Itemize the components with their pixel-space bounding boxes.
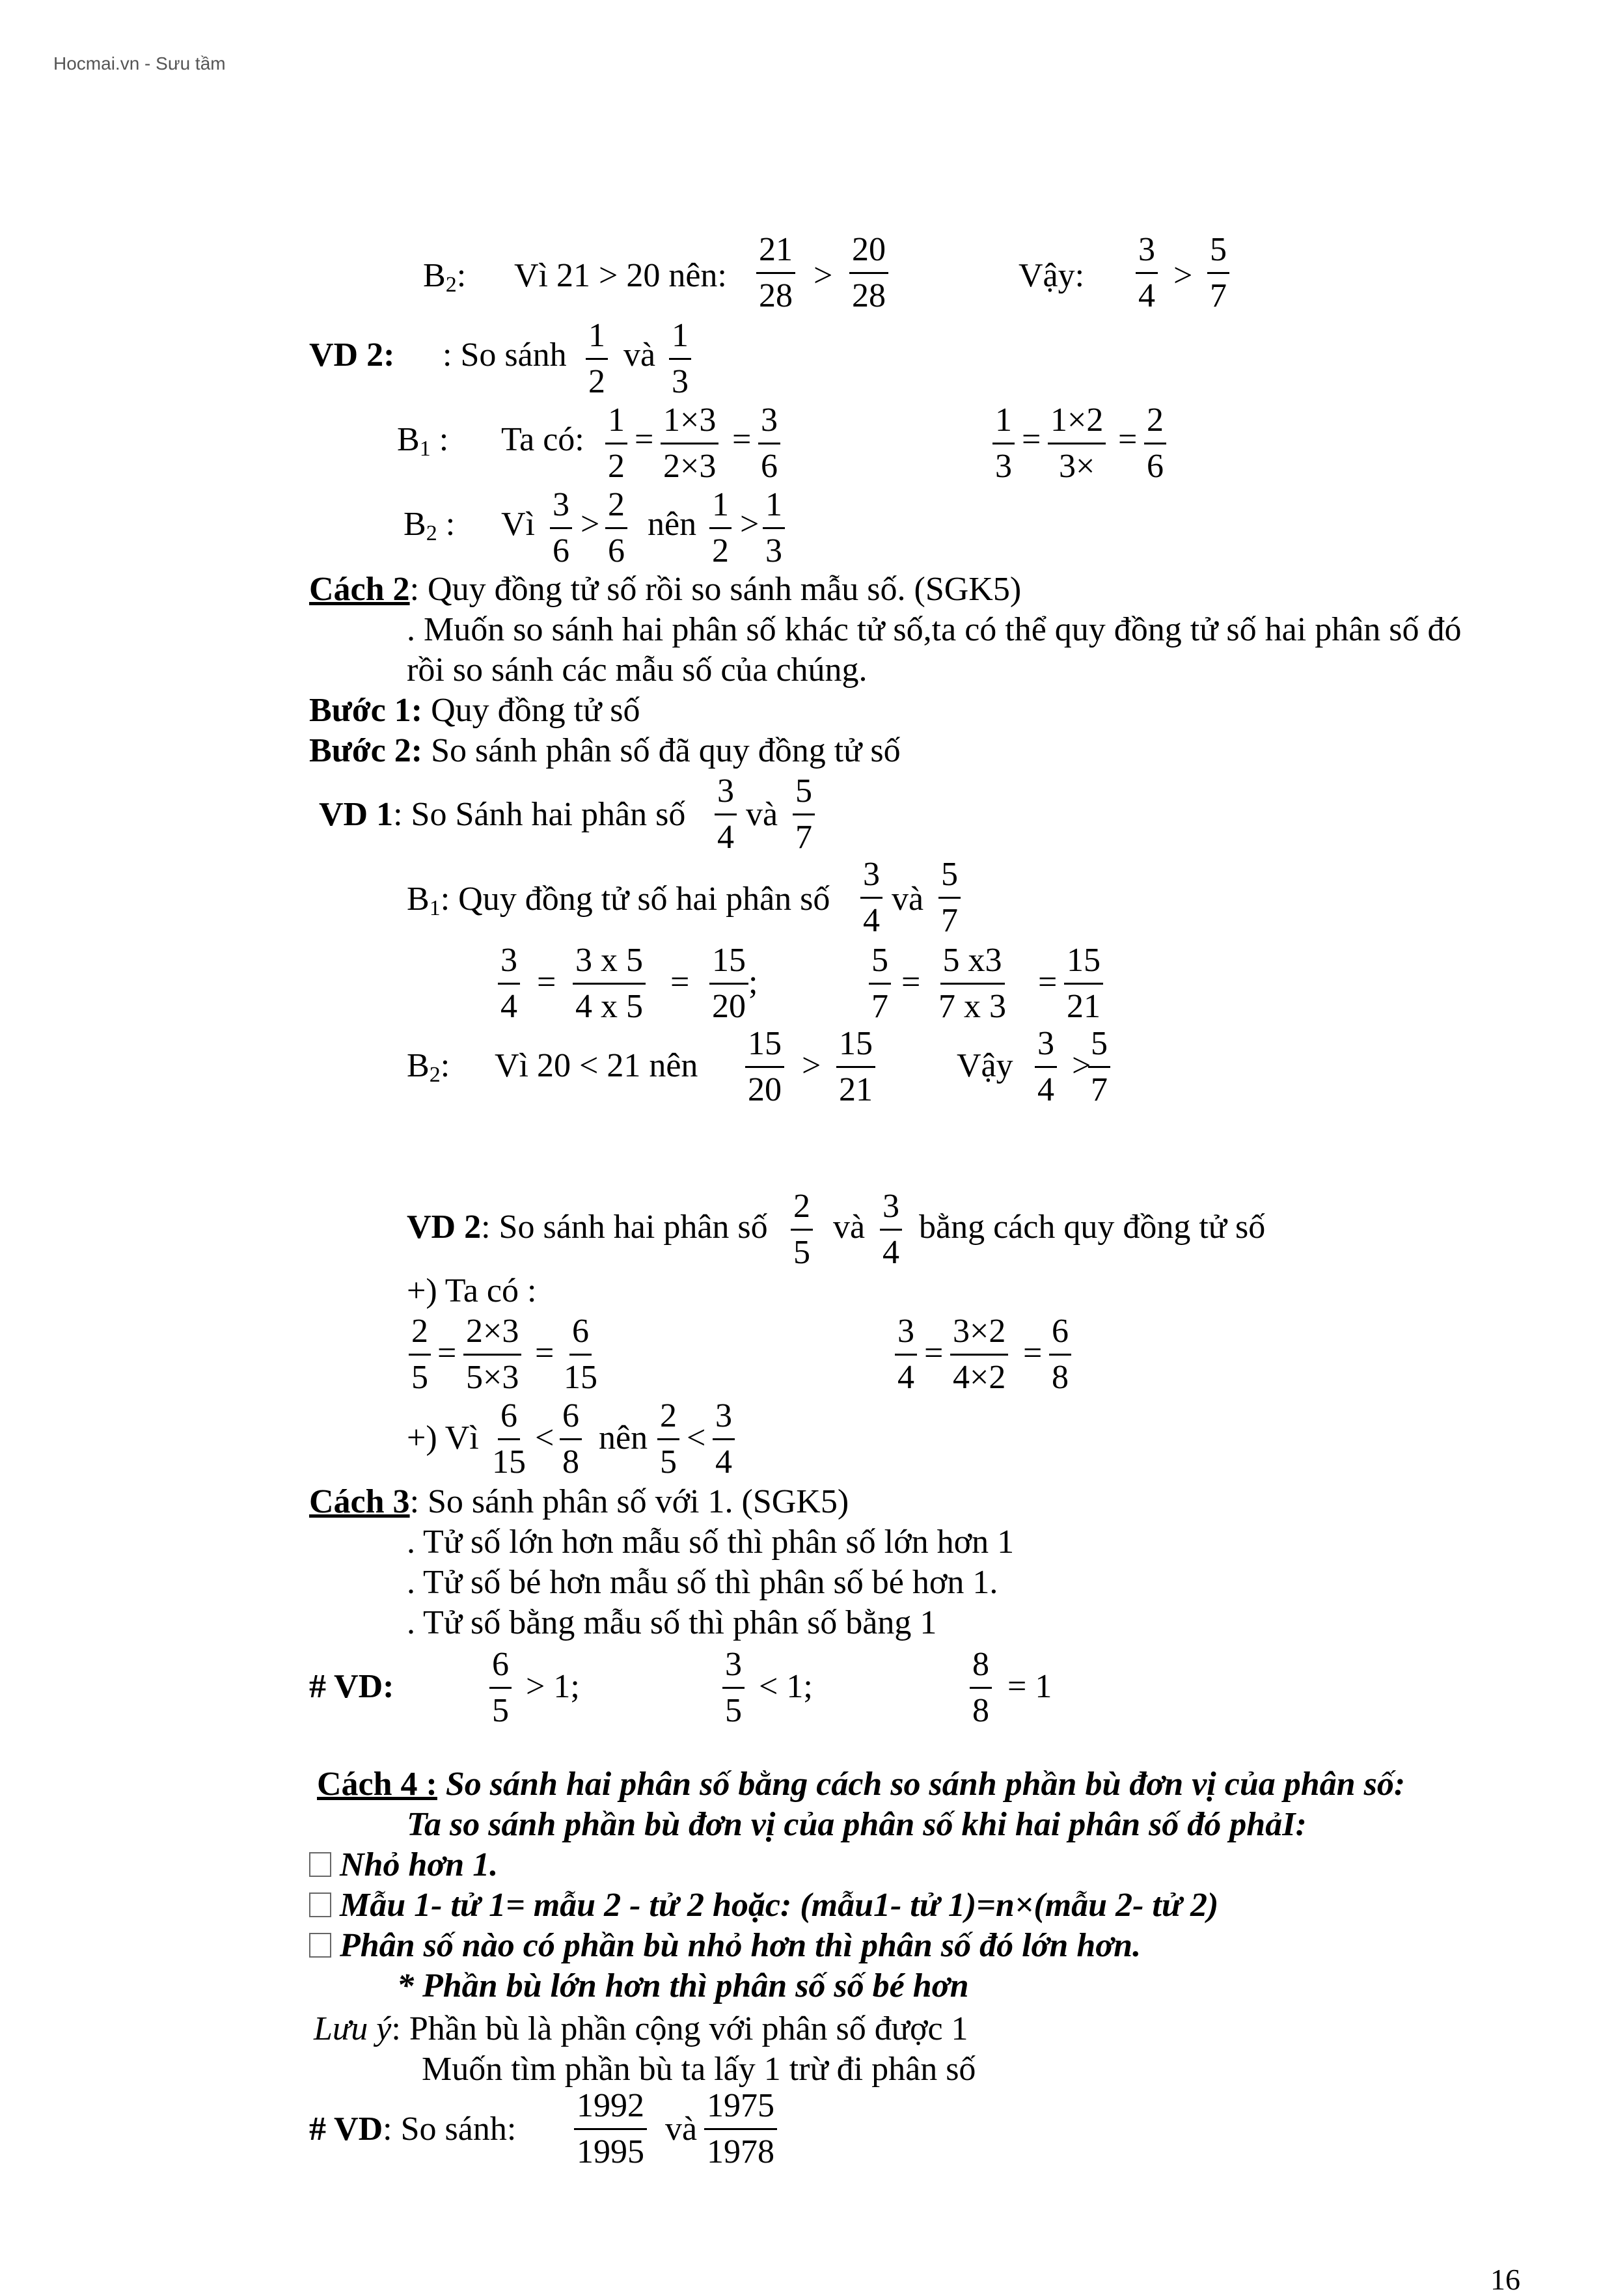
fraction: 6 15 (564, 1313, 597, 1396)
ta-co-text: Ta có: (501, 421, 584, 458)
cach4-heading: Cách 4 : So sánh hai phân số bằng cách so sánh phần bù đơn vị của phân số: (317, 1766, 1406, 1803)
operator: > (802, 1047, 821, 1084)
step-b2-text: Vì 20 < 21 nên (495, 1047, 698, 1084)
fraction: 1 3 (992, 403, 1015, 484)
fraction: 1 2 (586, 319, 608, 399)
fraction: 15 20 (745, 1027, 784, 1107)
step-b2-text: Vì 21 > 20 nên: (514, 257, 727, 294)
fraction: 3 5 (722, 1648, 745, 1728)
so-text: nên (648, 506, 697, 543)
source-header: Hocmai.vn - Sưu tầm (53, 53, 226, 74)
fraction: 8 8 (970, 1648, 992, 1728)
relation-text: < 1; (759, 1668, 813, 1705)
fraction: 3 6 (758, 403, 780, 484)
fraction: 5 7 (938, 858, 961, 938)
relation-text: > 1; (526, 1668, 580, 1705)
fraction: 1×3 2×3 (661, 403, 718, 484)
example-heading: VD 2: So sánh hai phân số (407, 1209, 768, 1246)
example-heading: # VD: So sánh: (309, 2111, 517, 2148)
fraction: 5 7 (869, 944, 891, 1024)
checkbox-icon (309, 1933, 331, 1958)
fraction: 3 4 (715, 774, 737, 854)
fraction: 1 2 (709, 488, 732, 568)
note-line2: Muốn tìm phần bù ta lấy 1 trừ đi phân số (422, 2051, 976, 2088)
conclusion-label: Vậy (957, 1047, 1013, 1084)
example-text: : So sánh (443, 336, 567, 374)
example-label: # VD: (309, 1668, 394, 1705)
fraction: 5 7 (793, 774, 815, 854)
fraction: 3×2 4×2 (950, 1315, 1008, 1395)
step-b1-line: $B_1$: Quy đồng tử số hai phân số (407, 881, 830, 920)
fraction: 2 6 (605, 488, 627, 568)
cach2-line1: . Muốn so sánh hai phân số khác tử số,ta có thể quy đồng tử số hai phân số đó (407, 611, 1462, 648)
equals-sign: = (1118, 421, 1138, 458)
fraction: 3 4 (498, 944, 520, 1024)
cach3-heading: Cách 3: So sánh phân số với 1. (SGK5) (309, 1483, 849, 1520)
fraction: 3 4 (713, 1399, 735, 1479)
fraction: 5 x3 7 x 3 (938, 942, 1006, 1025)
checkbox-icon (309, 1893, 331, 1917)
step-b2-label: $B_2$ : (404, 506, 456, 545)
note-line1: Lưu ý: Phần bù là phần cộng với phân số được 1 (314, 2010, 968, 2047)
and-text: và (833, 1209, 866, 1246)
operator: > (740, 506, 759, 543)
and-text: và (623, 336, 656, 374)
fraction: 2 5 (791, 1190, 813, 1270)
page-number: 16 (1490, 2263, 1520, 2296)
step-b2-label: $B_2$: (407, 1047, 450, 1087)
fraction: 1 2 (605, 403, 627, 484)
checkbox-icon (309, 1852, 331, 1877)
fraction: 20 28 (849, 233, 888, 313)
cach4-bullet: Nhỏ hơn 1. (309, 1848, 498, 1882)
fraction: 1×2 3× (1048, 403, 1106, 484)
equals-sign: = (670, 964, 690, 1001)
fraction: 2 5 (409, 1315, 431, 1395)
fraction: 2 6 (1144, 403, 1166, 484)
operator: < (687, 1419, 706, 1456)
operator: > (814, 257, 833, 294)
equals-sign: = (901, 964, 921, 1001)
step1-line: Bước 1: Quy đồng tử số (309, 692, 640, 729)
fraction: 1 3 (763, 488, 785, 568)
and-text: và (746, 796, 778, 833)
cach3-rule: . Tử số lớn hơn mẫu số thì phân số lớn hơn 1 (407, 1524, 1015, 1561)
fraction: 3 6 (550, 488, 572, 568)
cach4-bullet: Phân số nào có phần bù nhỏ hơn thì phân số đó lớn hơn. (309, 1929, 1141, 1963)
equals-sign: = (535, 1335, 554, 1372)
equals-sign: = (1038, 964, 1058, 1001)
fraction: 15 21 (1064, 944, 1103, 1024)
equals-sign: = (635, 421, 654, 458)
and-text: và (892, 881, 924, 918)
fraction: 6 8 (1049, 1315, 1071, 1395)
fraction: 3 4 (860, 858, 882, 938)
equals-sign: = (732, 421, 752, 458)
operator: > (1072, 1047, 1091, 1084)
example-heading: VD 1: So Sánh hai phân số (319, 796, 686, 833)
fraction: 5 7 (1088, 1027, 1110, 1107)
fraction: 6 5 (489, 1648, 512, 1728)
cach3-rule: . Tử số bé hơn mẫu số thì phân số bé hơn 1. (407, 1564, 998, 1601)
cach4-line: Ta so sánh phần bù đơn vị của phân số khi hai phân số đó phảI: (407, 1806, 1307, 1843)
fraction: 2 5 (657, 1399, 679, 1479)
fraction: 15 21 (836, 1027, 875, 1107)
equals-sign: = (1023, 1335, 1043, 1372)
fraction: 15 20 (709, 944, 748, 1024)
step2-line: Bước 2: So sánh phân số đã quy đồng tử số (309, 732, 901, 769)
operator: > (581, 506, 600, 543)
equals-sign: = (1022, 421, 1041, 458)
cach2-heading: Cách 2: Quy đồng tử số rồi so sánh mẫu số. (SGK5) (309, 571, 1022, 608)
cach3-rule: . Tử số bằng mẫu số thì phân số bằng 1 (407, 1604, 937, 1641)
equals-sign: = (537, 964, 556, 1001)
fraction: 6 8 (560, 1399, 582, 1479)
vi-text: +) Vì (407, 1419, 479, 1456)
fraction: 1 3 (669, 319, 691, 399)
conclusion-label: Vậy: (1019, 257, 1085, 294)
fraction: 1992 1995 (574, 2089, 647, 2169)
fraction: 6 15 (492, 1397, 526, 1481)
fraction: 3 x 5 4 x 5 (573, 944, 646, 1024)
fraction: 3 4 (895, 1315, 917, 1395)
fraction: 21 28 (756, 233, 795, 313)
ta-co-text: +) Ta có : (407, 1272, 537, 1309)
separator: ; (748, 964, 758, 1001)
equals-sign: = (924, 1335, 944, 1372)
fraction: 5 7 (1207, 233, 1229, 313)
and-text: và (665, 2111, 698, 2148)
relation-text: = 1 (1007, 1668, 1052, 1705)
fraction: 3 4 (1035, 1027, 1057, 1107)
fraction: 3 4 (880, 1190, 902, 1270)
fraction: 3 4 (1136, 233, 1158, 313)
cach4-bullet: Mẫu 1- tử 1= mẫu 2 - tử 2 hoặc: (mẫu1- tử 1)=n×(mẫu 2- tử 2) (309, 1889, 1218, 1922)
operator: < (535, 1419, 554, 1456)
vi-text: Vì (501, 506, 535, 543)
step-b2-label: $B_2$: (423, 257, 467, 297)
cach4-star-note: * Phần bù lớn hơn thì phân số số bé hơn (397, 1967, 969, 2004)
fraction: 2×3 5×3 (463, 1315, 521, 1395)
step-b1-label: $B_1$ : (397, 421, 449, 461)
so-text: nên (599, 1419, 648, 1456)
example-tail: bằng cách quy đồng tử số (919, 1209, 1266, 1246)
operator: > (1173, 257, 1193, 294)
equals-sign: = (437, 1335, 457, 1372)
cach2-line2: rồi so sánh các mẫu số của chúng. (407, 651, 868, 689)
example-label: VD 2: (309, 336, 395, 374)
fraction: 1975 1978 (704, 2089, 777, 2169)
